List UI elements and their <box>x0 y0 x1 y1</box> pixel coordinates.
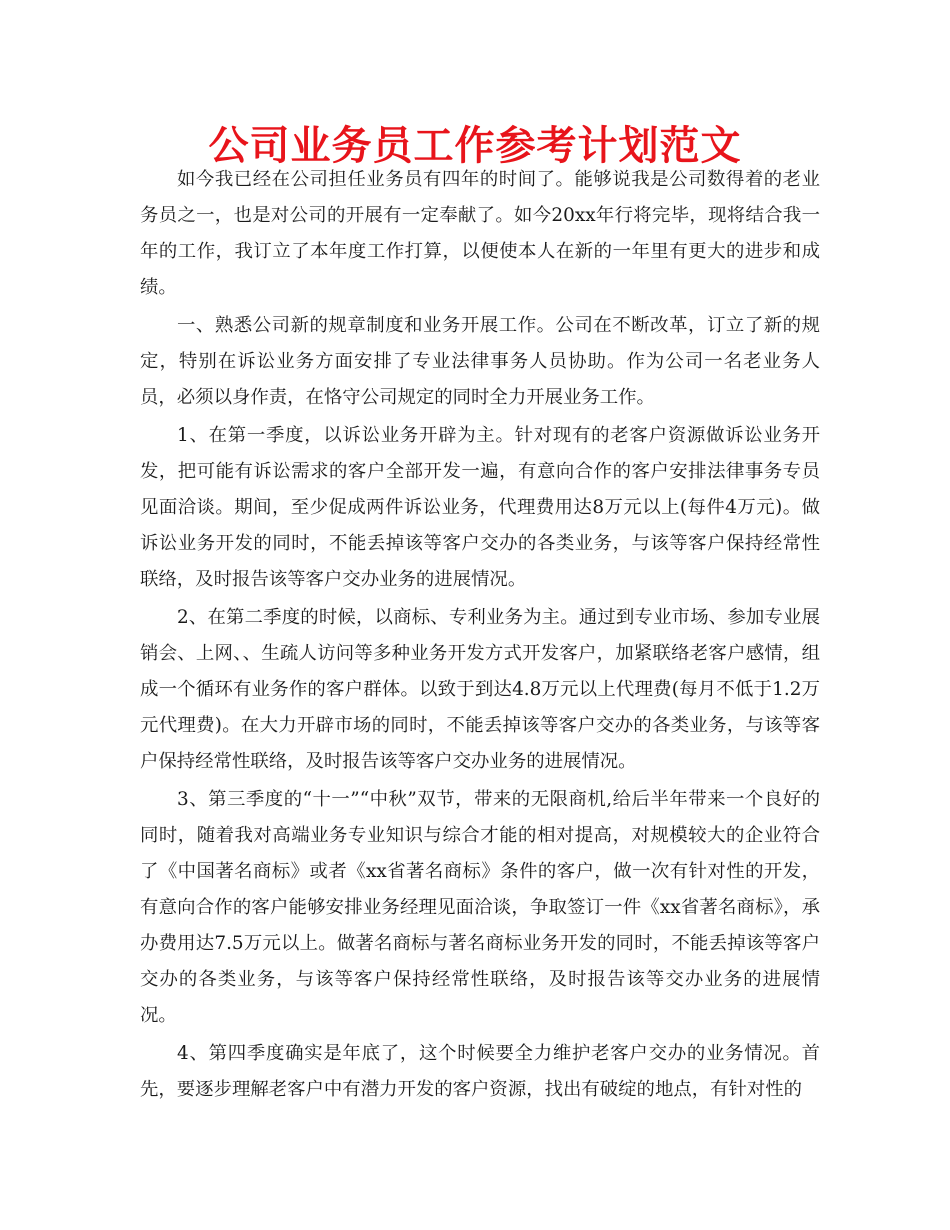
document-body <box>140 162 820 1108</box>
paragraph-q4: 4、第四季度确实是年底了，这个时候要全力维护老客户交办的业务情况。首先，要逐步理解老客户中有潜力开发的客户资源，找出有破绽的地点，有针对性的 <box>140 1043 820 1100</box>
paragraph-section-1: 一、熟悉公司新的规章制度和业务开展工作。公司在不断改革，订立了新的规定，特别在诉讼业务方面安排了专业法律事务人员协助。作为公司一名老业务人员，必须以身作责，在恪守公司规定的同时全力开展业务工作。 <box>140 315 820 408</box>
paragraph-q2: 2、在第二季度的时候，以商标、专利业务为主。通过到专业市场、参加专业展销会、上网、、生疏人访问等多种业务开发方式开发客户，加紧联络老客户感情，组成一个循环有业务作的客户群体。以致于到达4.8万元以上代理费(每月不低于1.2万元代理费)。在大力开辟市场的同时，不能丢掉该等客户交办的各类业务，与该等客户保持经常性联络，及时报告该等客户交办业务的进展情况。 <box>140 607 820 772</box>
paragraph-q1: 1、在第一季度，以诉讼业务开辟为主。针对现有的老客户资源做诉讼业务开发，把可能有诉讼需求的客户全部开发一遍，有意向合作的客户安排法律事务专员见面洽谈。期间，至少促成两件诉讼业务，代理费用达8万元以上(每件4万元)。做诉讼业务开发的同时，不能丢掉该等客户交办的各类业务，与该等客户保持经常性联络，及时报告该等客户交办业务的进展情况。 <box>140 425 820 590</box>
paragraph-q3: 3、第三季度的“十一”“中秋”双节，带来的无限商机,给后半年带来一个良好的同时，随着我对高端业务专业知识与综合才能的相对提高，对规模较大的企业符合了《中国著名商标》或者《xx省著名商标》条件的客户，做一次有针对性的开发，有意向合作的客户能够安排业务经理见面洽谈，争取签订一件《xx省著名商标》，承办费用达7.5万元以上。做著名商标与著名商标业务开发的同时，不能丢掉该等客户交办的各类业务，与该等客户保持经常性联络，及时报告该等交办业务的进展情况。 <box>140 789 820 1026</box>
document-title: 公司业务员工作参考计划范文 <box>208 123 742 169</box>
paragraph-intro: 如今我已经在公司担任业务员有四年的时间了。能够说我是公司数得着的老业务员之一，也是对公司的开展有一定奉献了。如今20xx年行将完毕，现将结合我一年的工作，我订立了本年度工作打算，以便使本人在新的一年里有更大的进步和成绩。 <box>140 169 820 298</box>
